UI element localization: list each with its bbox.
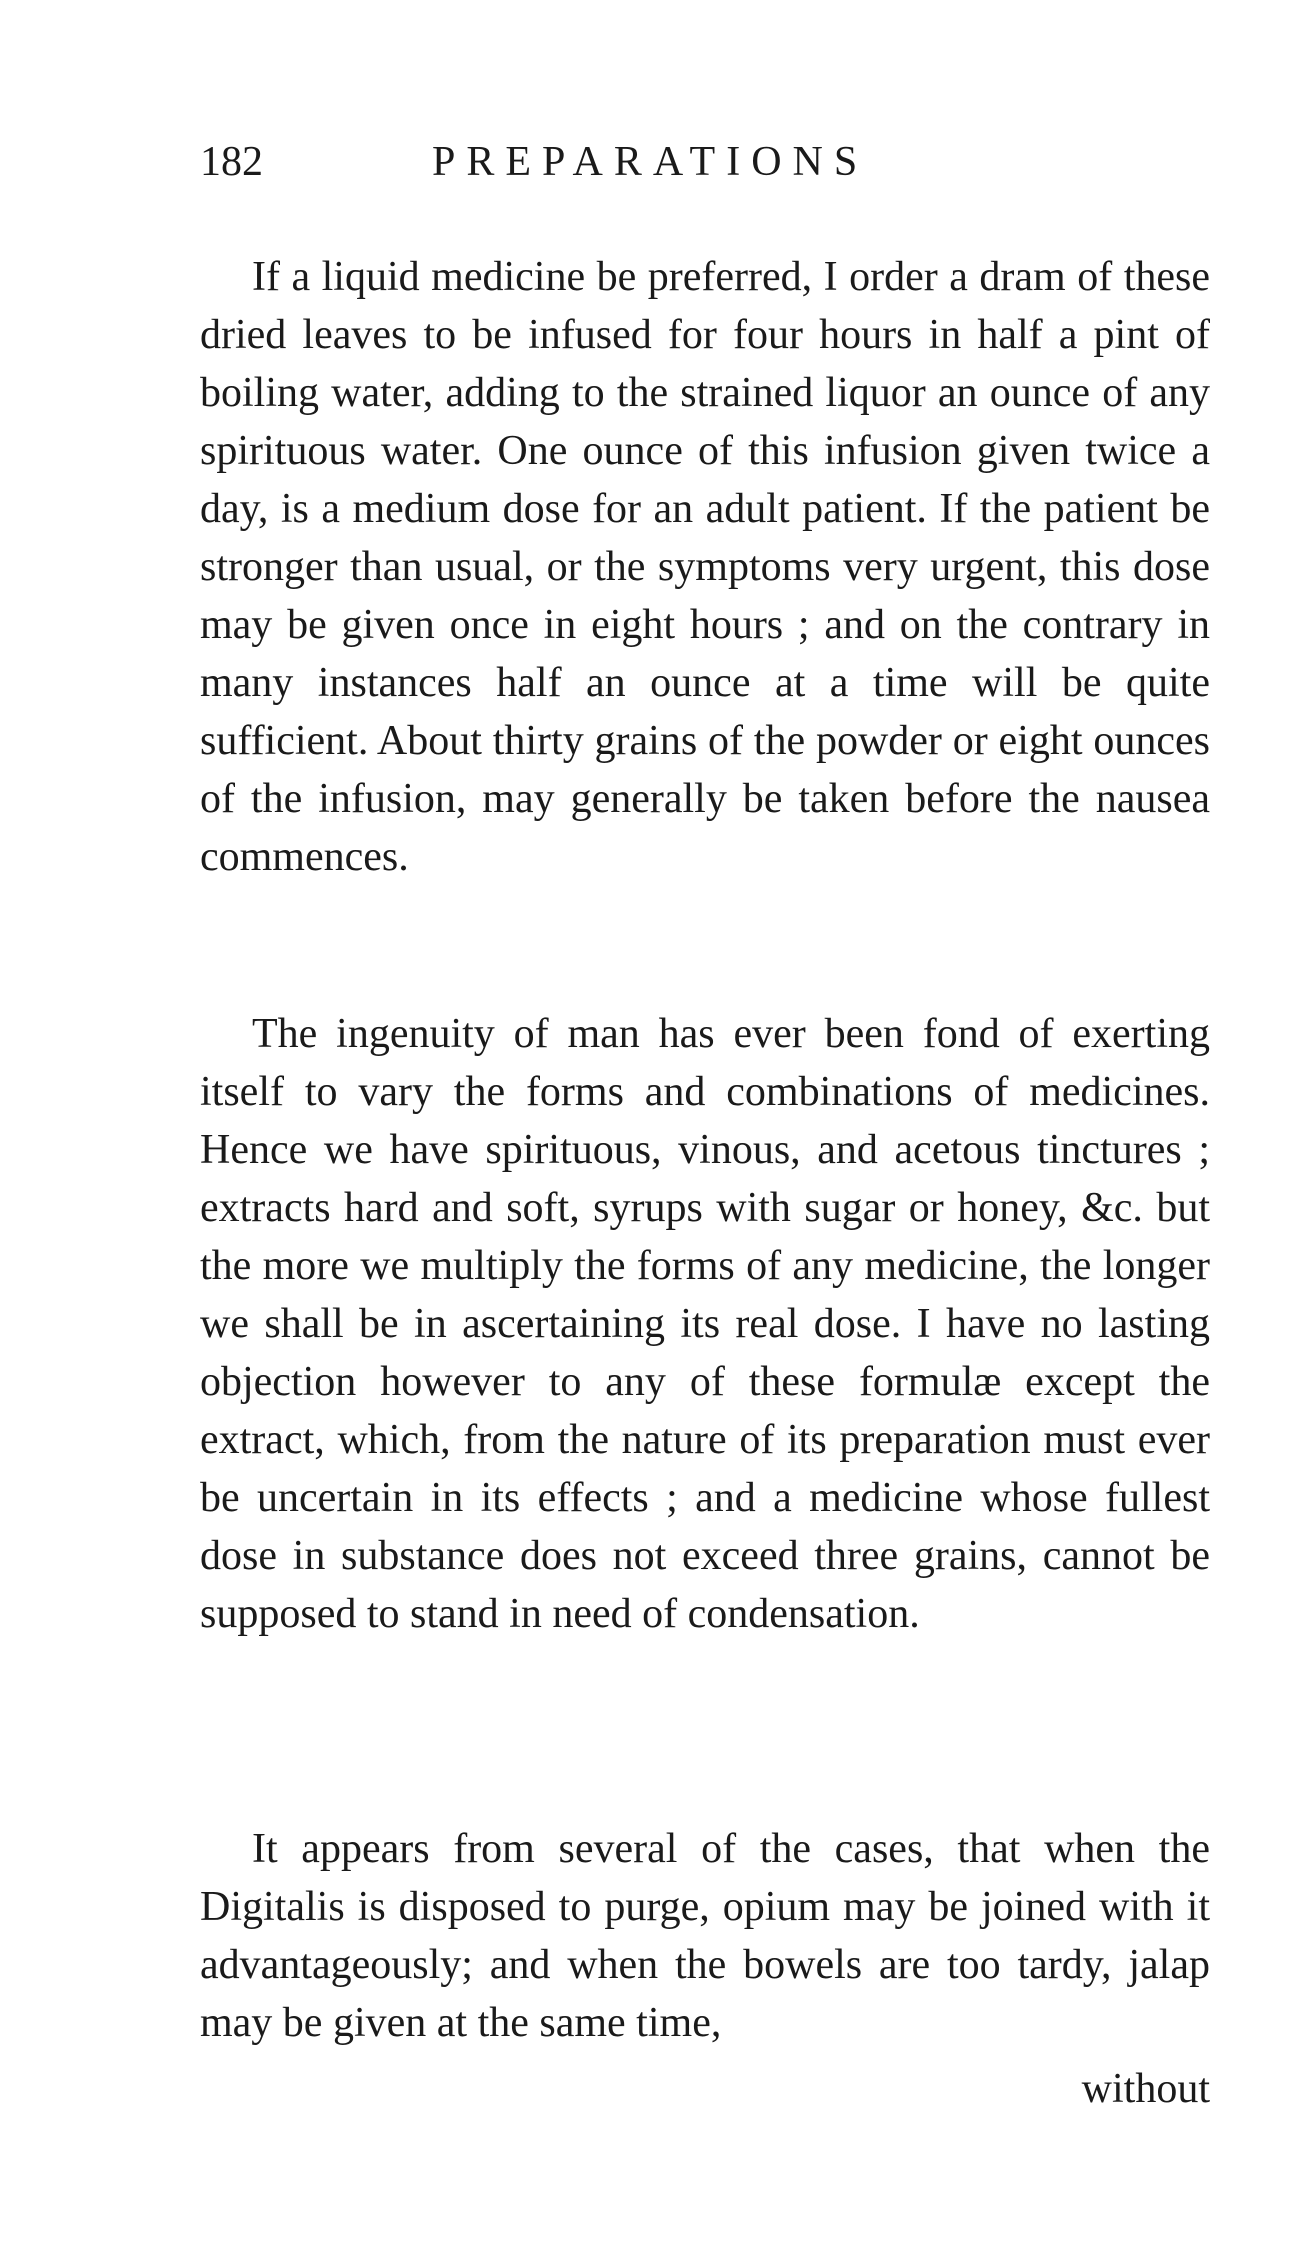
running-head	[200, 132, 1210, 192]
catchword: without	[1081, 2066, 1210, 2112]
page-number: 182	[200, 139, 263, 185]
running-title: PREPARATIONS	[432, 139, 869, 185]
paragraph-forms-of-medicine: The ingenuity of man has ever been fond of exerting itself to vary the forms and combinations of medicines. Hence we have spirituous, vinous, and acetous tinctures ; extracts hard and soft, syrups with sugar or honey, &c. but the more we multiply the forms of any medicine, the longer we shall be in ascertaining its real dose. I have no lasting objection however to any of these formulæ except the extract, which, from the nature of its preparation must ever be uncertain in its effects ; and a medicine whose fullest dose in substance does not exceed three grains, cannot be supposed to stand in need of condensation.	[200, 1011, 1210, 1637]
paragraph-opium-jalap: It appears from several of the cases, that when the Digitalis is disposed to purge, opium may be joined with it advantageously; and when the bowels are too tardy, jalap may be given at the same time,	[200, 1826, 1210, 2046]
paragraph-infusion-dose: If a liquid medicine be preferred, I order a dram of these dried leaves to be infused for four hours in half a pint of boiling water, adding to the strained liquor an ounce of any spirituous water. One ounce of this infusion given twice a day, is a medium dose for an adult patient. If the patient be stronger than usual, or the symptoms very urgent, this dose may be given once in eight hours ; and on the contrary in many instances half an ounce at a time will be quite sufficient. About thirty grains of the powder or eight ounces of the infusion, may generally be taken before the nausea commences.	[200, 254, 1210, 880]
